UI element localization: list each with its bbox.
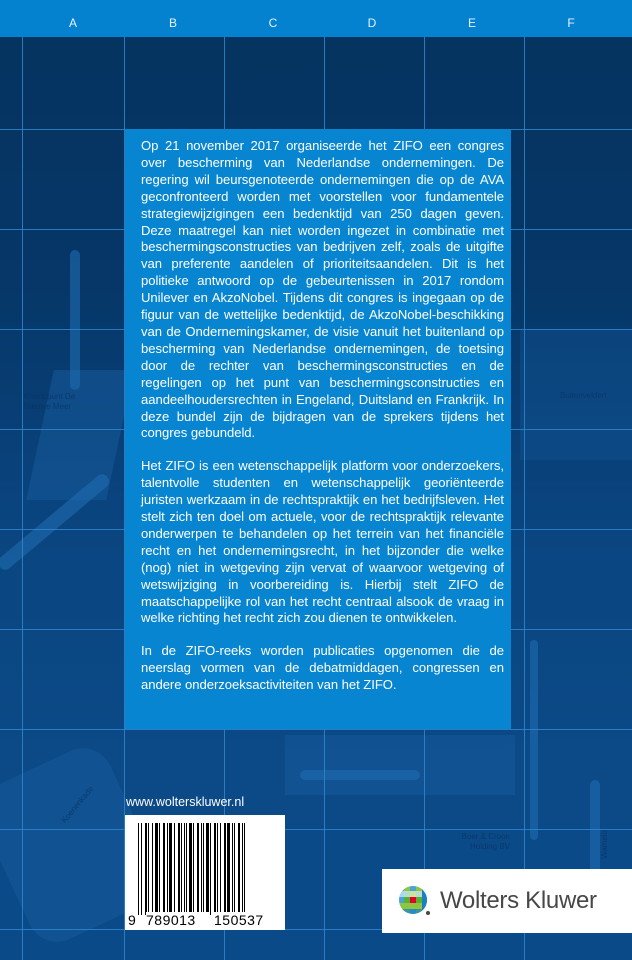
isbn-group-2: 150537 (214, 912, 264, 928)
isbn-barcode (125, 815, 285, 930)
grid-line-horizontal (0, 829, 632, 830)
map-road (300, 770, 420, 780)
column-letter-c: C (268, 16, 278, 30)
map-background-shape (285, 735, 515, 795)
isbn-number (128, 912, 264, 928)
grid-line-vertical (22, 37, 23, 960)
barcode-bars (138, 823, 275, 915)
column-letter-a: A (68, 16, 77, 30)
map-road (590, 780, 600, 880)
grid-line-vertical (524, 37, 525, 960)
blurb-paragraph-series: In de ZIFO-reeks worden publicaties opgenomen die de neerslag vormen van de debatmiddagen, congressen en andere onderzoeksactiviteiten van het ZIFO. (141, 643, 504, 693)
map-label: Knooppunt De Nieuwe Meer (24, 392, 76, 411)
map-label: Buitenveldert (560, 391, 607, 400)
publisher-url[interactable]: www.wolterskluwer.nl (126, 795, 245, 809)
map-label: Wamelo (600, 829, 610, 860)
column-letter-e: E (467, 16, 476, 30)
map-road (70, 250, 80, 390)
map-background-shape (26, 370, 134, 500)
isbn-first-digit: 9 (128, 912, 137, 928)
map-label: Koenenkade (59, 784, 96, 825)
blurb-paragraph-congress: Op 21 november 2017 organiseerde het ZIFO een congres over bescherming van Nederlandse ondernemingen. De regering wil beursgenoteerde ondernemingen die op de AVA geconfronteerd worden met voorstellen voor fundamentele strategiewijzigingen een bedenktijd van 250 dagen geven. Deze maatregel kan niet worden ingezet in combinatie met beschermingsconstructies van bedrijven zelf, zoals de uitgifte van preferente aandelen of prioriteitsaandelen. Dit is het politieke antwoord op de gebeurtenissen in 2017 rondom Unilever en AkzoNobel. Tijdens dit congres is ingegaan op de figuur van de wettelijke bedenktijd, de AkzoNobel-beschikking van de Ondernemingskamer, de visie vanuit het buitenland op bescherming van Nederlandse ondernemingen, de toetsing door de rechter van beschermingsconstructies en de regelingen op het punt van beschermingsconstructies en aandeelhoudersrechten in Engeland, Duitsland en Frankrijk. In deze bundel zijn de bijdragen van de sprekers tijdens het congres gebundeld. (141, 138, 504, 441)
map-label: Boer & Croon Holding BV (461, 832, 510, 851)
column-letter-d: D (367, 16, 377, 30)
isbn-group-1: 789013 (146, 912, 210, 928)
publisher-logo (382, 869, 632, 933)
column-letter-f: F (567, 16, 575, 30)
blurb-text-box (125, 129, 511, 729)
map-road (530, 640, 538, 840)
wolters-kluwer-globe-icon (398, 885, 430, 917)
publisher-name: Wolters Kluwer (440, 887, 597, 914)
column-letter-b: B (168, 16, 177, 30)
column-header-band (0, 0, 632, 37)
grid-line-horizontal (0, 729, 632, 730)
blurb-paragraph-zifo: Het ZIFO is een wetenschappelijk platform voor onderzoekers, talentvolle studenten en wetenschappelijk georiënteerde juristen werkzaam in de rechtspraktijk en het bedrijfsleven. Het stelt zich ten doel om actuele, voor de rechtspraktijk relevante onderwerpen te behandelen op het terrein van het financiële recht en het ondernemingsrecht, in het bijzonder die welke (nog) niet in wetgeving zijn vervat of waarvoor wetgeving of wetswijziging in voorbereiding is. Hierbij stelt ZIFO de maatschappelijke rol van het recht centraal alsook de vraag in welke richting het recht zich zou dienen te ontwikkelen. (141, 458, 504, 626)
